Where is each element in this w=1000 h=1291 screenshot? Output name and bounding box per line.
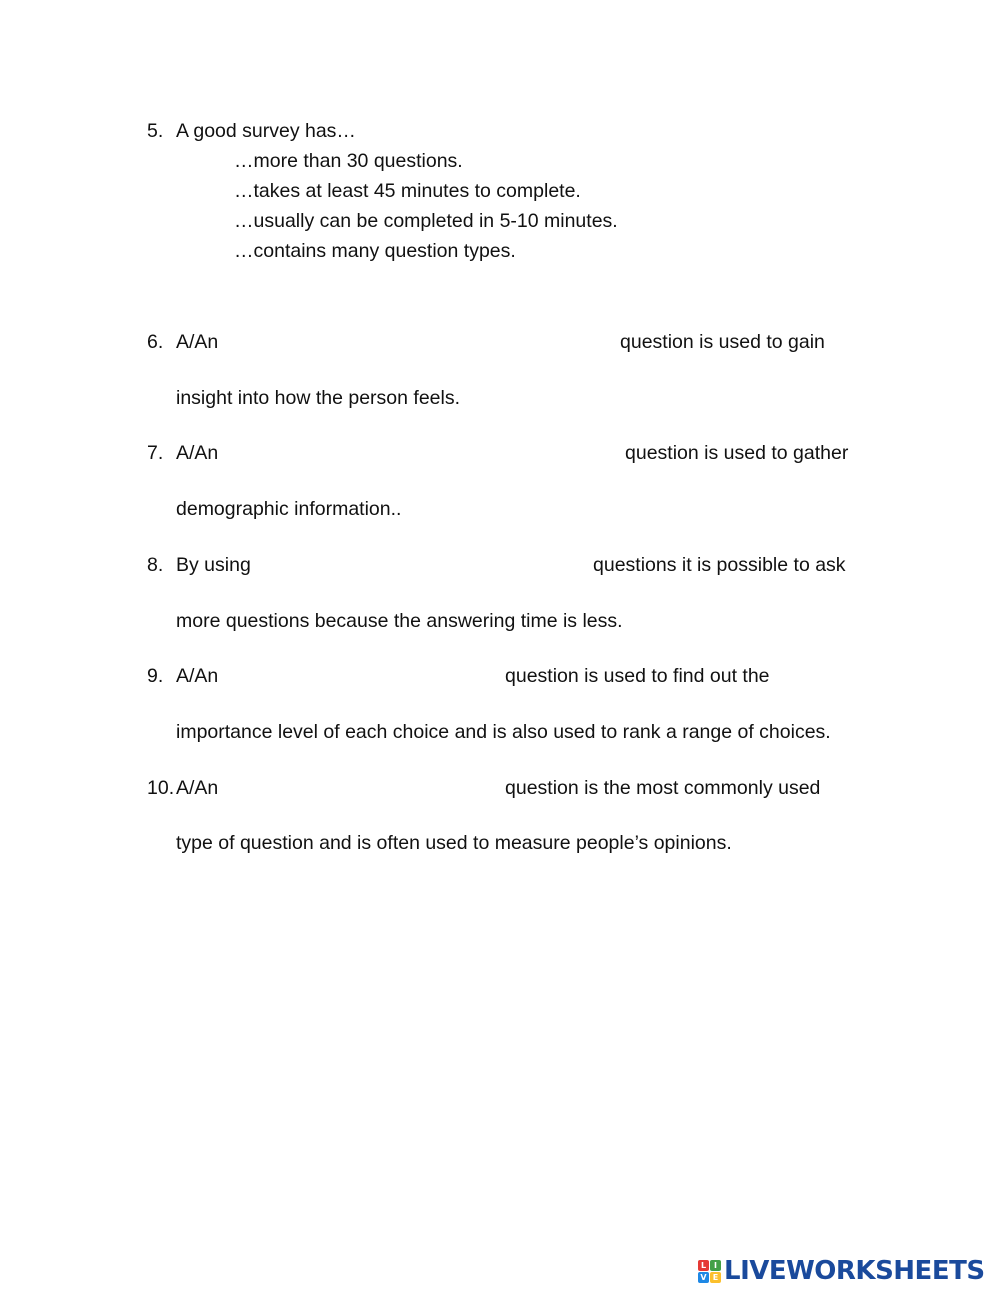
question-6-line-2: insight into how the person feels. <box>176 387 461 409</box>
question-7-line-2: demographic information.. <box>176 498 402 520</box>
question-9-text-before: A/An <box>176 665 219 687</box>
question-6-answer-blank[interactable] <box>232 328 612 354</box>
question-9-line-2: importance level of each choice and is also used to rank a range of choices. <box>176 721 831 743</box>
question-5-option-2[interactable]: …takes at least 45 minutes to complete. <box>234 180 581 202</box>
question-5-stem: A good survey has… <box>176 120 356 142</box>
question-5-number: 5. <box>147 120 164 142</box>
question-10-text-before: A/An <box>176 777 219 799</box>
question-6-text-before: A/An <box>176 331 219 353</box>
question-5-option-1[interactable]: …more than 30 questions. <box>234 150 463 172</box>
logo-tile-v: V <box>698 1272 709 1283</box>
question-9-text-after: question is used to find out the <box>505 665 770 687</box>
question-8-line-2: more questions because the answering time is less. <box>176 610 623 632</box>
question-8-number: 8. <box>147 554 164 576</box>
question-7-answer-blank[interactable] <box>232 439 618 465</box>
question-9-answer-blank[interactable] <box>232 662 498 688</box>
question-5-option-3[interactable]: …usually can be completed in 5-10 minutes. <box>234 210 618 232</box>
liveworksheets-wordmark: LIVEWORKSHEETS <box>724 1256 985 1286</box>
question-7-number: 7. <box>147 442 164 464</box>
question-10-text-after: question is the most commonly used <box>505 777 821 799</box>
question-10-line-2: type of question and is often used to measure people’s opinions. <box>176 832 732 854</box>
question-8-text-before: By using <box>176 554 251 576</box>
question-9-number: 9. <box>147 665 164 687</box>
question-8-answer-blank[interactable] <box>262 551 586 577</box>
logo-tile-i: I <box>710 1260 721 1271</box>
logo-tile-e: E <box>710 1272 721 1283</box>
question-6-number: 6. <box>147 331 164 353</box>
question-5-option-4[interactable]: …contains many question types. <box>234 240 516 262</box>
liveworksheets-logo-icon <box>698 1260 721 1283</box>
liveworksheets-brand <box>698 1256 985 1286</box>
question-6-text-after: question is used to gain <box>620 331 825 353</box>
question-8-text-after: questions it is possible to ask <box>593 554 846 576</box>
question-10-number: 10. <box>147 777 175 799</box>
question-7-text-before: A/An <box>176 442 219 464</box>
logo-tile-l: L <box>698 1260 709 1271</box>
question-7-text-after: question is used to gather <box>625 442 849 464</box>
question-10-answer-blank[interactable] <box>232 774 498 800</box>
